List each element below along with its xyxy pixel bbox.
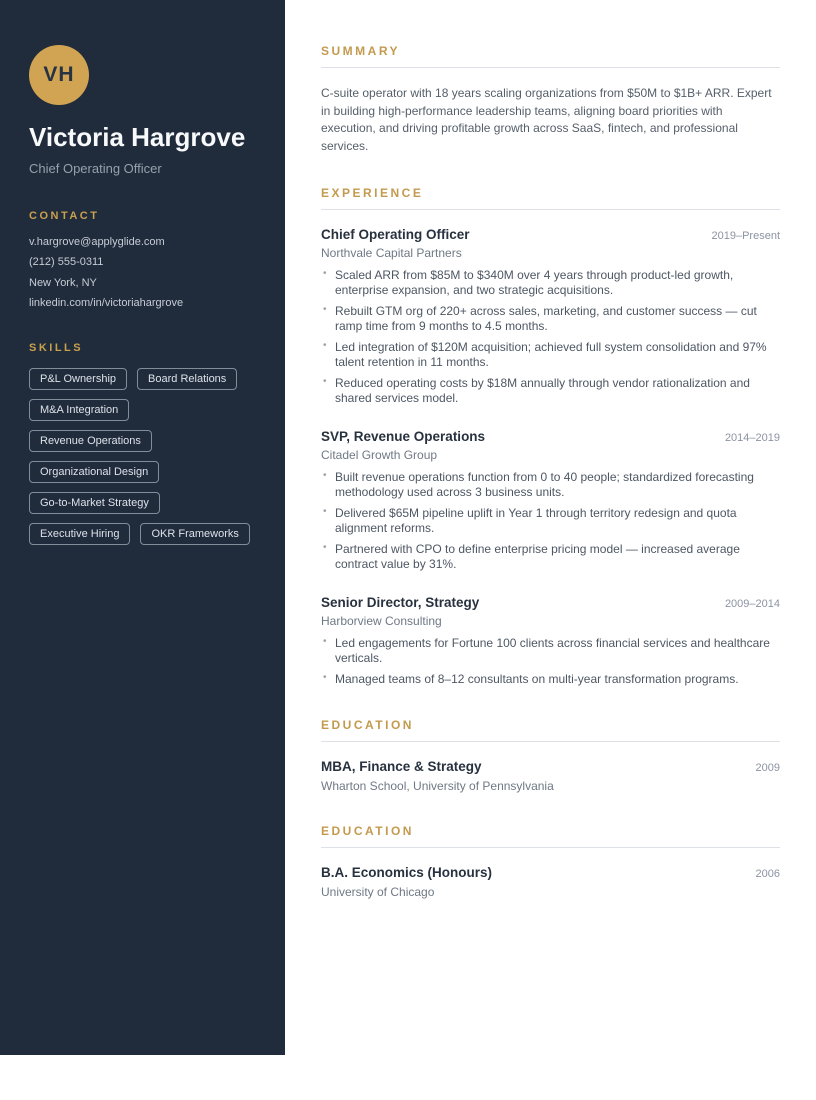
- job-entry: [321, 227, 780, 406]
- education-entry: [321, 865, 780, 899]
- job-company: Harborview Consulting: [321, 614, 442, 629]
- job-bullet-list: [321, 470, 780, 572]
- job-header: [321, 429, 780, 444]
- job-bullet: • Managed teams of 8–12 consultants on multi-year transformation programs.: [321, 672, 780, 687]
- job-header: [321, 595, 780, 610]
- job-company: Citadel Growth Group: [321, 448, 438, 463]
- summary-text: C-suite operator with 18 years scaling organizations from $50M to $1B+ ARR. Expert in building high-performance leadership teams, aligning board priorities with execution, and driving profitable growth across SaaS, fintech, and professional services.: [321, 86, 772, 153]
- job-dates: 2014–2019: [724, 432, 780, 445]
- job-bullet-list: [321, 268, 780, 406]
- education-section: [321, 718, 780, 793]
- job-bullet: • Partnered with CPO to define enterprise pricing model — increased average contract value by 31%.: [321, 542, 780, 572]
- job-bullet: • Led integration of $120M acquisition; achieved full system consolidation and 97% talent retention in 11 months.: [321, 340, 780, 370]
- education-header: [321, 759, 780, 774]
- summary-section: [321, 44, 780, 155]
- skill-chip: Executive Hiring: [29, 523, 130, 545]
- education-degree: B.A. Economics (Honours): [321, 865, 493, 881]
- avatar: [29, 45, 89, 105]
- education-school: University of Chicago: [321, 885, 435, 900]
- job-dates: 2009–2014: [724, 598, 780, 611]
- skill-chip: OKR Frameworks: [140, 523, 249, 545]
- job-title: Chief Operating Officer: [321, 227, 470, 243]
- summary-section-heading: SUMMARY: [321, 44, 780, 68]
- sidebar: [0, 0, 285, 1055]
- education-section-heading: EDUCATION: [321, 824, 780, 848]
- skill-chip: Organizational Design: [29, 461, 159, 483]
- experience-section-heading: EXPERIENCE: [321, 186, 780, 210]
- job-title: Senior Director, Strategy: [321, 595, 480, 611]
- job-header: [321, 227, 780, 242]
- education-entry: [321, 759, 780, 793]
- education-degree: MBA, Finance & Strategy: [321, 759, 482, 775]
- job-bullet: • Rebuilt GTM org of 220+ across sales, marketing, and customer success — cut ramp time from 9 months to 4.5 months.: [321, 304, 780, 334]
- education-container: [321, 718, 780, 899]
- education-section-heading: EDUCATION: [321, 718, 780, 742]
- contact-list: [29, 235, 256, 310]
- person-job-title: Chief Operating Officer: [29, 161, 162, 176]
- job-bullet: • Delivered $65M pipeline uplift in Year 1 through territory redesign and quota alignment reforms.: [321, 506, 780, 536]
- job-title: SVP, Revenue Operations: [321, 429, 486, 445]
- contact-item: New York, NY: [29, 276, 97, 289]
- education-header: [321, 865, 780, 880]
- education-dates: 2006: [755, 868, 780, 881]
- education-section: [321, 824, 780, 899]
- job-entry: [321, 429, 780, 572]
- person-name: Victoria Hargrove: [29, 122, 246, 152]
- skill-chip: Board Relations: [137, 368, 237, 390]
- contact-item: v.hargrove@applyglide.com: [29, 236, 165, 248]
- job-entry: [321, 595, 780, 687]
- job-dates: 2019–Present: [711, 230, 780, 243]
- job-bullet-list: [321, 636, 780, 687]
- contact-item: linkedin.com/in/victoriahargrove: [29, 296, 184, 309]
- experience-section: [321, 186, 780, 687]
- skill-chip: Go-to-Market Strategy: [29, 492, 160, 514]
- job-bullet: • Scaled ARR from $85M to $340M over 4 years through product-led growth, enterprise expansion, and two strategic acquisitions.: [321, 268, 780, 298]
- skill-chip: M&A Integration: [29, 399, 129, 421]
- job-bullet: • Built revenue operations function from 0 to 40 people; standardized forecasting methodology used across 3 business units.: [321, 470, 780, 500]
- education-school: Wharton School, University of Pennsylvania: [321, 779, 554, 794]
- skills-heading: SKILLS: [29, 342, 84, 355]
- contact-heading: CONTACT: [29, 210, 100, 222]
- job-company: Northvale Capital Partners: [321, 246, 462, 261]
- job-list: [321, 227, 780, 687]
- main-content: [285, 0, 816, 970]
- education-dates: 2009: [755, 762, 780, 775]
- job-bullet: • Led engagements for Fortune 100 clients across financial services and healthcare verticals.: [321, 636, 780, 666]
- skill-chip: P&L Ownership: [29, 368, 127, 390]
- job-bullet: • Reduced operating costs by $18M annually through vendor rationalization and shared services model.: [321, 376, 780, 406]
- avatar-initials: VH: [43, 63, 75, 86]
- skills-chip-list: [29, 368, 256, 545]
- skill-chip: Revenue Operations: [29, 430, 152, 452]
- contact-item: (212) 555-0311: [29, 256, 104, 269]
